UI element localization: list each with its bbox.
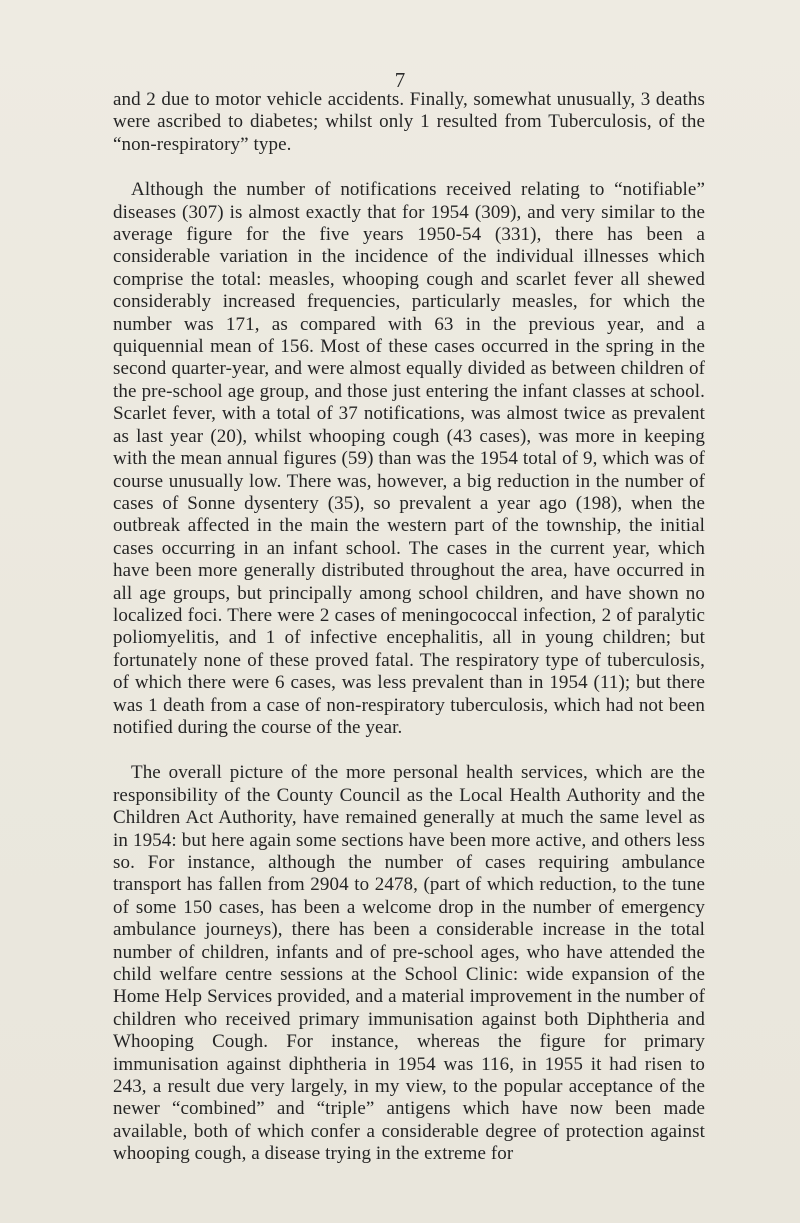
- page-number: 7: [394, 68, 406, 92]
- paragraph-3: The overall picture of the more personal health services, which are the responsibility of the County Council as the Local Health Authority and the Children Act Authority, have remained generally at much the same level as in 1954: but here again some sections have been more active, and others less so. For instance, although the number of cases requiring ambulance transport has fallen from 2904 to 2478, (part of which reduction, to the tune of some 150 cases, has been a welcome drop in the number of emergency ambulance journeys), there has been a considerable increase in the total number of children, infants and of pre-school ages, who have attended the child welfare centre sessions at the School Clinic: wide expansion of the Home Help Services provided, and a material improvement in the number of children who received primary immunisation against both Diphtheria and Whooping Cough. For instance, whereas the figure for primary immunisation against diphtheria in 1954 was 116, in 1955 it had risen to 243, a result due very largely, in my view, to the popular acceptance of the newer “combined” and “triple” antigens which have now been made available, both of which confer a considerable degree of protection against whooping cough, a disease trying in the extreme for: [113, 762, 705, 1165]
- body-text: [113, 89, 705, 1189]
- paragraph-2: Although the number of notifications received relating to “notifiable” diseases (307) is almost exactly that for 1954 (309), and very similar to the average figure for the five years 1950-54 (331), there has been a considerable variation in the incidence of the individual illnesses which comprise the total: measles, whooping cough and scarlet fever all shewed considerably increased frequencies, particularly measles, for which the number was 171, as compared with 63 in the previous year, and a quiquennial mean of 156. Most of these cases occurred in the spring in the second quarter-year, and were almost equally divided as between children of the pre-school age group, and those just entering the infant classes at school. Scarlet fever, with a total of 37 notifications, was almost twice as prevalent as last year (20), whilst whooping cough (43 cases), was more in keeping with the mean annual figures (59) than was the 1954 total of 9, which was of course unusually low. There was, however, a big reduction in the number of cases of Sonne dysentery (35), so prevalent a year ago (198), when the outbreak affected in the main the western part of the township, the initial cases occurring in an infant school. The cases in the current year, which have been more generally distributed throughout the area, have occurred in all age groups, but principally among school children, and have shown no localized foci. There were 2 cases of meningococcal infection, 2 of paralytic poliomyelitis, and 1 of infective encephalitis, all in young children; but fortunately none of these proved fatal. The respiratory type of tuberculosis, of which there were 6 cases, was less prevalent than in 1954 (11); but there was 1 death from a case of non-respiratory tuberculosis, which had not been notified during the course of the year.: [113, 179, 705, 738]
- paragraph-1: and 2 due to motor vehicle accidents. Finally, somewhat unusually, 3 deaths were ascribed to diabetes; whilst only 1 resulted from Tuberculosis, of the “non-respiratory” type.: [113, 89, 705, 155]
